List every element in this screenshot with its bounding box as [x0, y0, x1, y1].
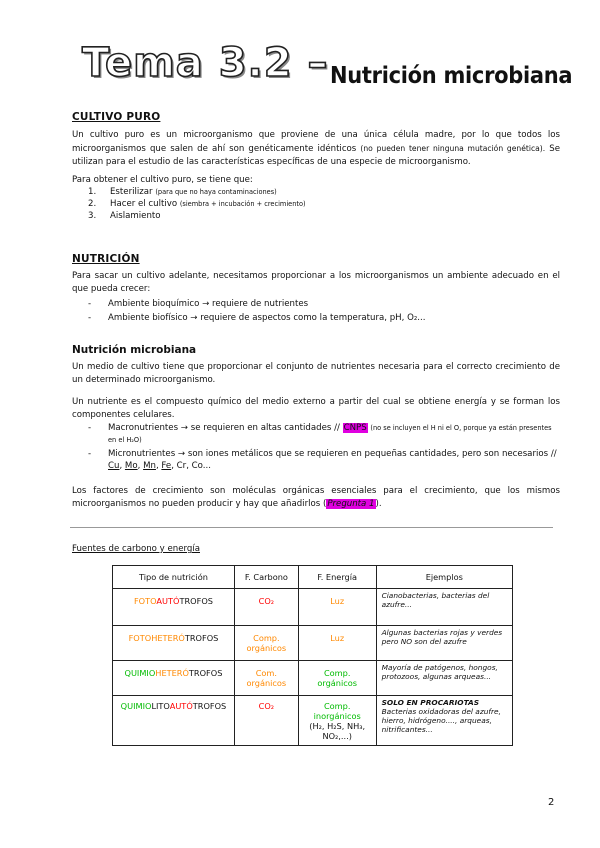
- list-item: [88, 186, 306, 198]
- step-note: (siembra + incubación + crecimiento): [179, 200, 306, 208]
- cultivo-p1b: Se utilizan para el estudio de las características específicas de una especie de microorganismo.: [72, 144, 561, 167]
- step-text: Esterilizar: [110, 187, 153, 197]
- nm-p2: Un nutriente es el compuesto químico del medio externo a partir del cual se obtiene energía y se forman los componentes celulares.: [72, 397, 560, 420]
- micro-element: Mn: [143, 461, 156, 471]
- macro-highlight: CNPS: [343, 423, 367, 433]
- step-text: Aislamiento: [110, 211, 161, 221]
- table-header: F. Carbono: [234, 566, 298, 589]
- page-title: Tema 3.2 –: [82, 40, 329, 86]
- row-examples: Algunas bacterias rojas y verdes pero NO son del azufre: [376, 626, 512, 661]
- micro-element: Cu: [108, 461, 120, 471]
- row-type: QUIMIOHETERÓTROFOS: [113, 661, 235, 696]
- row-type: FOTOAUTÓTROFOS: [113, 589, 235, 626]
- page-subtitle: Nutrición microbiana: [330, 62, 573, 89]
- list-text: Ambiente biofísico → requiere de aspectos como la temperatura, pH, O₂...: [108, 313, 426, 323]
- row-energy: Luz: [298, 589, 376, 626]
- row-energy: Comp. inorgánicos (H₂, H₂S, NH₃, NO₂,...): [298, 696, 376, 746]
- row-energy: Comp. orgánicos: [298, 661, 376, 696]
- table-row: [113, 696, 513, 746]
- micro-element: Fe: [161, 461, 172, 471]
- list-item: [88, 298, 426, 310]
- cultivo-p1-note: (no pueden tener ninguna mutación genética).: [360, 144, 546, 153]
- row-carbon: CO₂: [234, 589, 298, 626]
- table-row: [113, 589, 513, 626]
- row-carbon: CO₂: [234, 696, 298, 746]
- list-marker: 3.: [88, 211, 97, 221]
- row-type: QUIMIOLITOAUTÓTROFOS: [113, 696, 235, 746]
- nm-p3-text: Los factores de crecimiento son moléculas orgánicas esenciales para el crecimiento, que los mismos microorganismos no pueden producir y hay que añadirlos (: [72, 486, 560, 509]
- nm-p3: [72, 485, 560, 511]
- row-type: FOTOHETERÓTROFOS: [113, 626, 235, 661]
- list-marker: -: [88, 299, 92, 309]
- list-item: [88, 210, 306, 222]
- list-item: [88, 198, 306, 210]
- step-text: Hacer el cultivo: [110, 199, 178, 209]
- nm-p1: Un medio de cultivo tiene que proporcionar el conjunto de nutrientes necesaria para el correcto crecimiento de un determinado microorganismo.: [72, 362, 560, 385]
- micro-rest: Cr, Co...: [176, 461, 211, 471]
- table-row: [113, 626, 513, 661]
- micro-text: Micronutrientes → son iones metálicos que se requieren en pequeñas cantidades, pero son necesarios //: [108, 449, 557, 459]
- heading-nutricion: NUTRICIÓN: [72, 253, 140, 265]
- row-examples: Mayoría de patógenos, hongos, protozoos, algunas arqueas...: [376, 661, 512, 696]
- list-marker: -: [88, 313, 92, 323]
- nutrition-table: [112, 565, 513, 746]
- list-item: [88, 422, 558, 446]
- list-item: [88, 312, 426, 324]
- table-header: Ejemplos: [376, 566, 512, 589]
- cultivo-p2: Para obtener el cultivo puro, se tiene que:: [72, 175, 253, 185]
- micro-element: Mo: [124, 461, 138, 471]
- row-energy: Luz: [298, 626, 376, 661]
- page-number: 2: [548, 797, 555, 808]
- list-marker: 2.: [88, 199, 97, 209]
- nm-list: [88, 422, 558, 472]
- list-item: - Micronutrientes → son iones metálicos que se requieren en pequeñas cantidades, pero son necesarios // Cu, Mo, Mn, Fe, Cr, Co...: [88, 449, 557, 471]
- heading-cultivo: CULTIVO PURO: [72, 111, 161, 123]
- nm-p3-end: ).: [375, 499, 382, 509]
- macro-note: (no se incluyen el H ni el O, porque ya están presentes en el H₂O): [108, 424, 552, 444]
- cultivo-paragraph: [72, 129, 560, 169]
- row-examples: Cianobacterias, bacterias del azufre...: [376, 589, 512, 626]
- list-marker: -: [88, 423, 92, 433]
- table-header: F. Energía: [298, 566, 376, 589]
- row-carbon: Com. orgánicos: [234, 661, 298, 696]
- list-marker: -: [88, 449, 92, 459]
- heading-fuentes: Fuentes de carbono y energía: [72, 544, 200, 554]
- nutricion-list: [88, 298, 426, 324]
- nutricion-p1: Para sacar un cultivo adelante, necesitamos proporcionar a los microorganismos un ambiente adecuado en el que pueda crecer:: [72, 271, 560, 294]
- row-examples: SOLO EN PROCARIOTAS Bacterias oxidadoras del azufre, hierro, hidrógeno...., arqueas, nitrificantes...: [376, 696, 512, 746]
- table-header: Tipo de nutrición: [113, 566, 235, 589]
- list-text: Ambiente bioquímico → requiere de nutrientes: [108, 299, 309, 309]
- cultivo-steps: [88, 186, 306, 222]
- row-carbon: Comp. orgánicos: [234, 626, 298, 661]
- list-marker: 1.: [88, 187, 97, 197]
- table-row: [113, 661, 513, 696]
- cultivo-p1: Un cultivo puro es un microorganismo que proviene de una única célula madre, por lo que todos los microorganismos que salen de ahí son genéticamente idénticos: [72, 130, 560, 154]
- heading-nutricion-microbiana: Nutrición microbiana: [72, 344, 197, 356]
- table-header-row: [113, 566, 513, 589]
- macro-text: Macronutrientes → se requieren en altas cantidades //: [108, 423, 340, 433]
- divider: [70, 527, 553, 528]
- pregunta-highlight: Pregunta 1: [327, 499, 375, 509]
- step-note: (para que no haya contaminaciones): [155, 188, 277, 196]
